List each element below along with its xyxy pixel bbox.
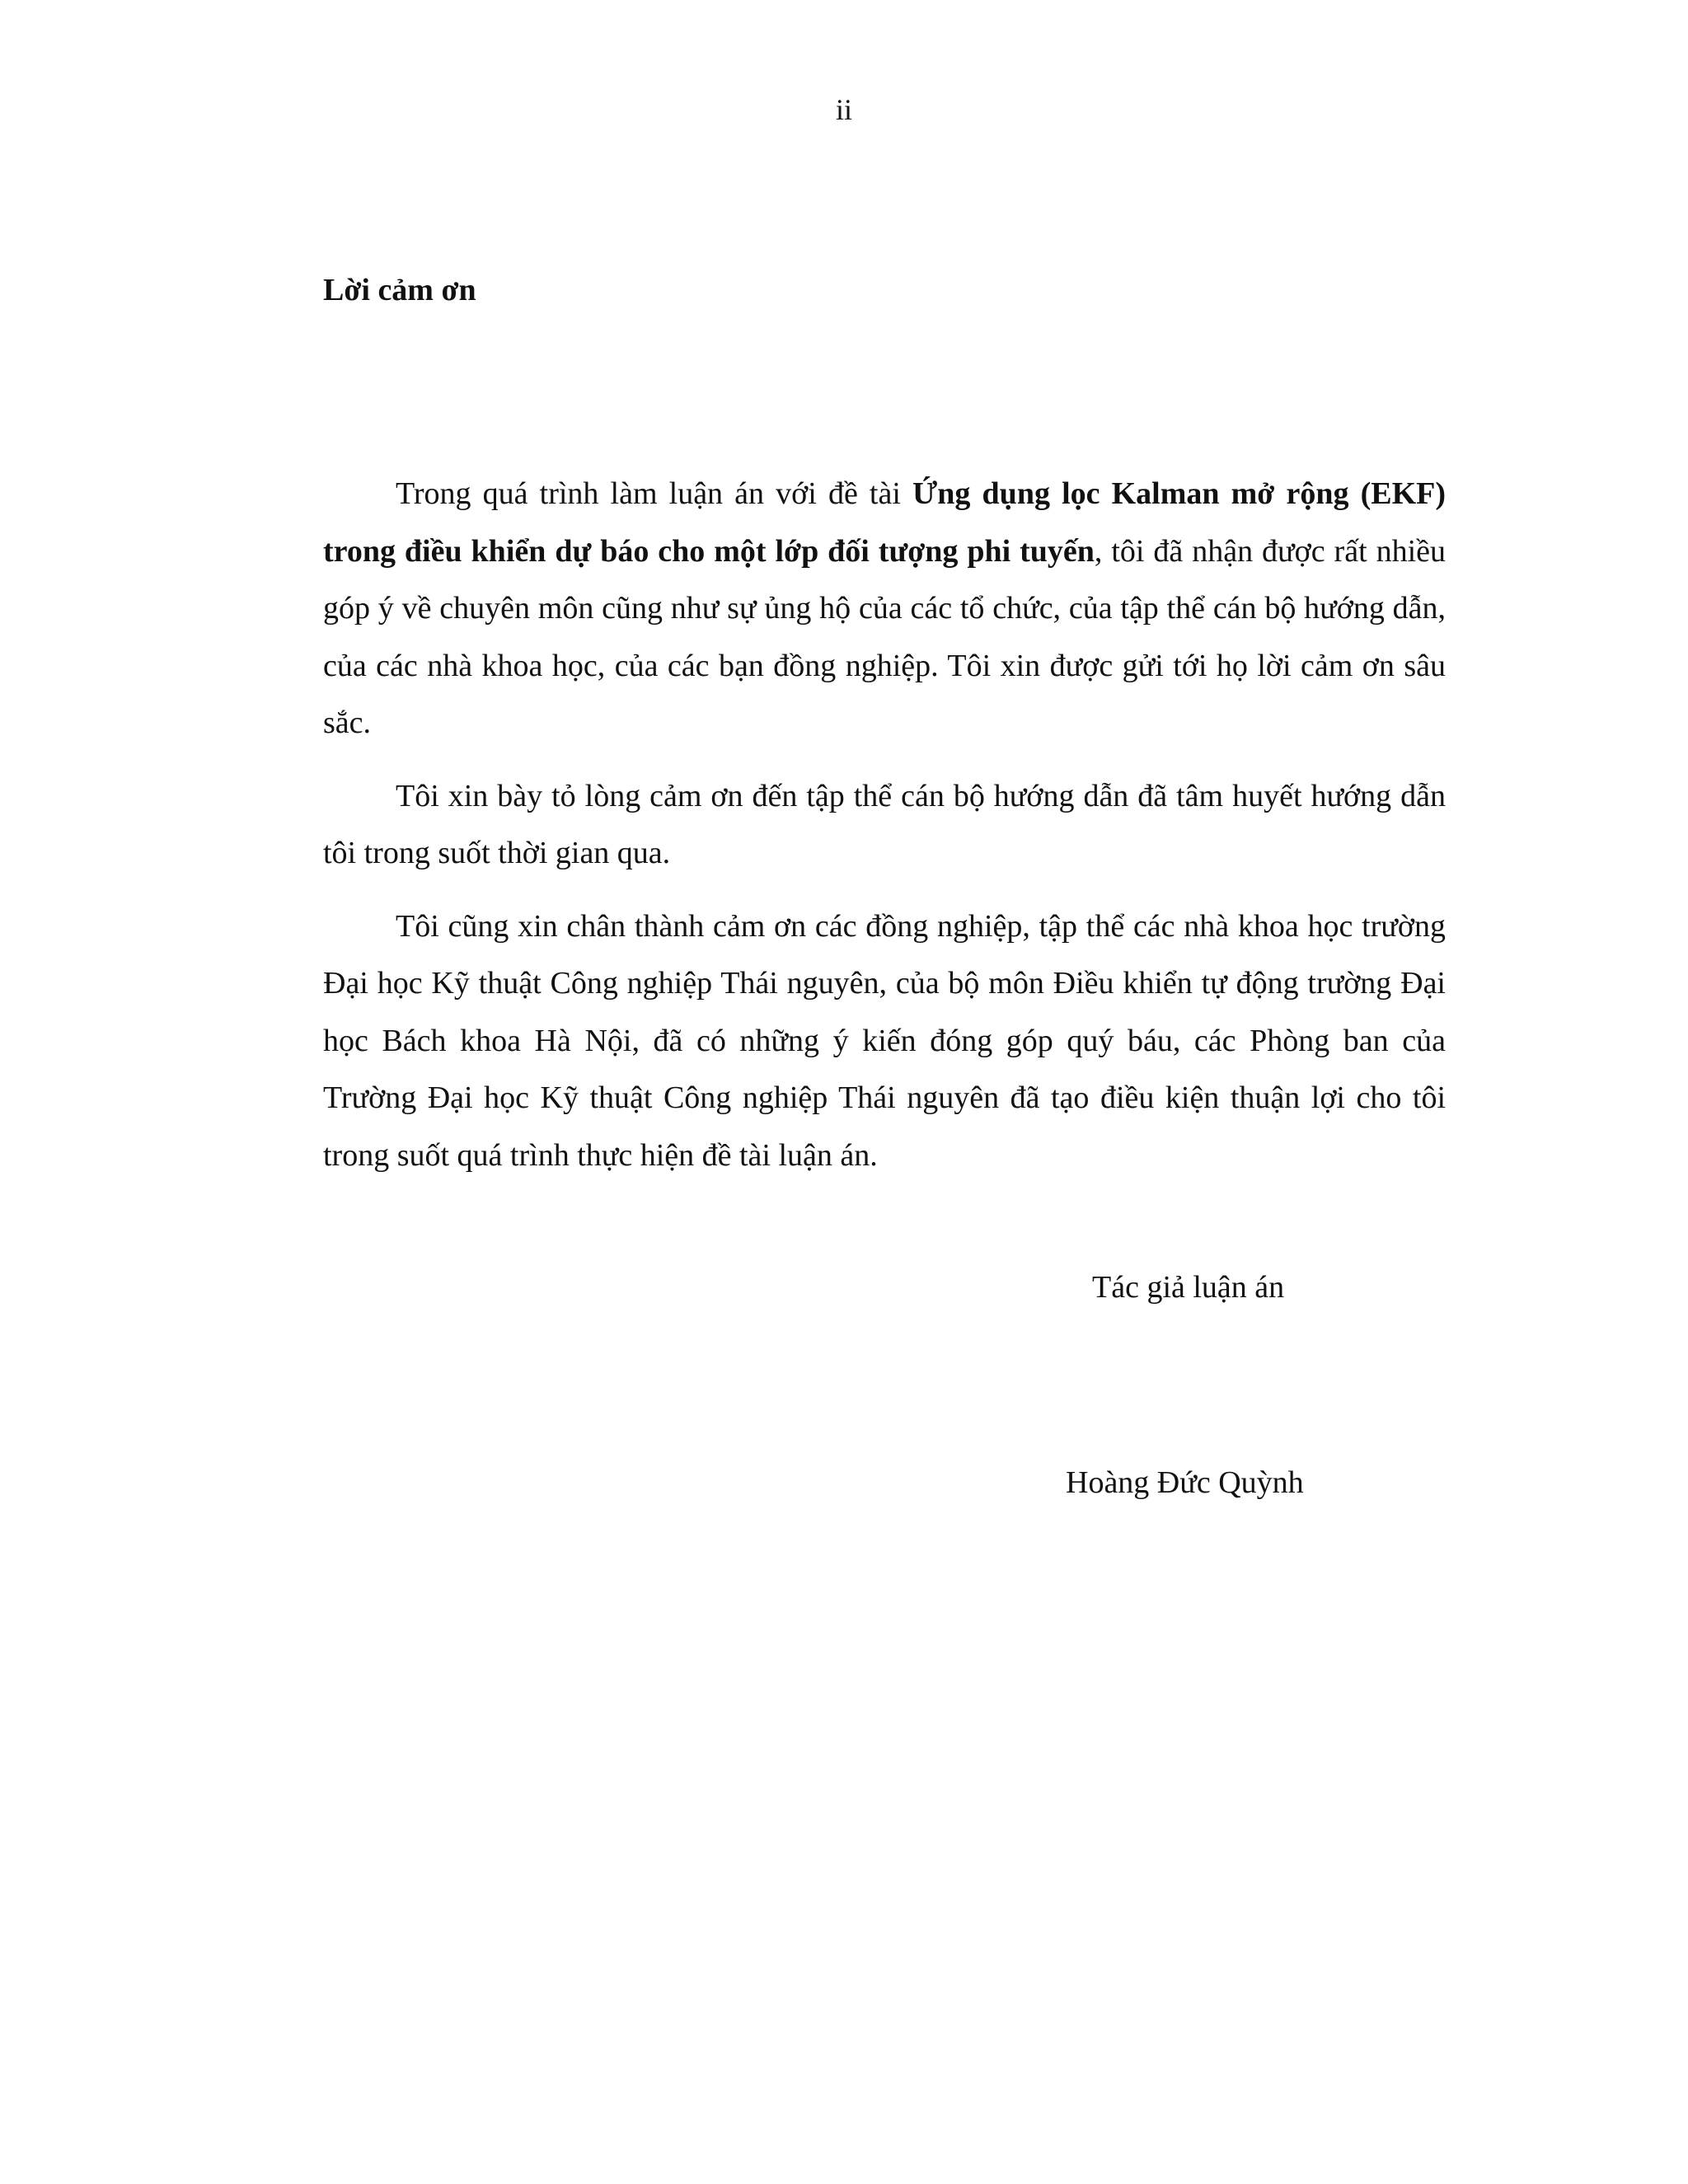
paragraph-1-rest: , tôi đã nhận được rất nhiều góp ý về chuyên môn cũng như sự ủng hộ của các tổ chức, của tập thể cán bộ hướng dẫn, của các nhà khoa học, của các bạn đồng nghiệp. Tôi xin được gửi tới họ lời cảm ơn sâu sắc. — [323, 533, 1446, 740]
paragraph-1 — [323, 466, 1446, 752]
signature-name: Hoàng Đức Quỳnh — [1066, 1465, 1304, 1500]
page-number: ii — [835, 93, 852, 126]
signature-role: Tác giả luận án — [1092, 1270, 1285, 1305]
paragraph-2: Tôi xin bày tỏ lòng cảm ơn đến tập thể cán bộ hướng dẫn đã tâm huyết hướng dẫn tôi trong suốt thời gian qua. — [323, 778, 1446, 870]
acknowledgement-body — [323, 466, 1446, 1200]
thesis-title: Ứng dụng lọc Kalman mở rộng (EKF) trong điều khiển dự báo cho một lớp đối tượng phi tuyến — [323, 476, 1447, 569]
paragraph-1-intro: Trong quá trình làm luận án với đề tài — [396, 476, 913, 511]
paragraph-3: Tôi cũng xin chân thành cảm ơn các đồng nghiệp, tập thể các nhà khoa học trường Đại học Kỹ thuật Công nghiệp Thái nguyên, của bộ môn Điều khiển tự động trường Đại học Bách khoa Hà Nội, đã có những ý kiến đóng góp quý báu, các Phòng ban của Trường Đại học Kỹ thuật Công nghiệp Thái nguyên đã tạo điều kiện thuận lợi cho tôi trong suốt quá trình thực hiện đề tài luận án. — [323, 908, 1446, 1173]
section-heading: Lời cảm ơn — [323, 273, 476, 307]
